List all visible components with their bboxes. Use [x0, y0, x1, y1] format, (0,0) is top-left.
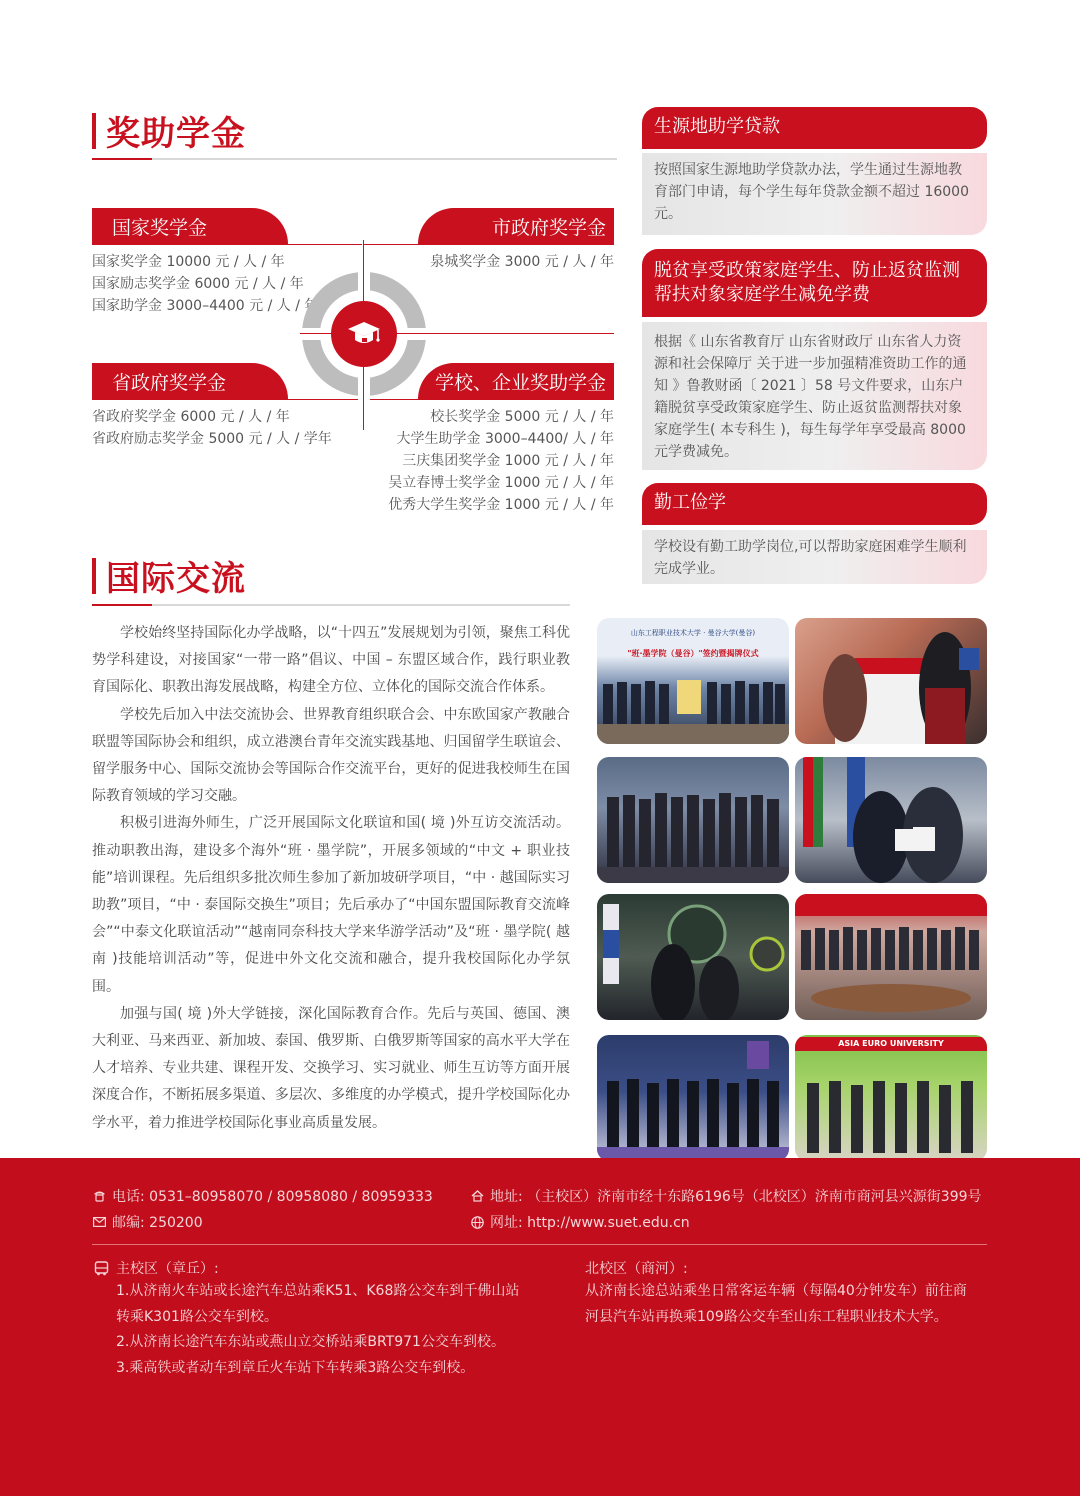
list-item: 三庆集团奖学金 1000 元 / 人 / 年 [402, 453, 614, 469]
photo-agreement-exchange [795, 757, 987, 883]
school-scholarship-list [364, 406, 614, 516]
tab-label: 学校、企业奖助学金 [434, 371, 606, 394]
north-campus-label: 北校区（商河）: [585, 1261, 688, 1277]
footer-postcode [92, 1212, 203, 1232]
tab-label: 市政府奖学金 [491, 216, 606, 239]
address-text: 地址: （主校区）济南市经十东路6196号（北校区）济南市商河县兴源街399号 [490, 1189, 982, 1205]
list-item: 省政府励志奖学金 5000 元 / 人 / 学年 [92, 431, 332, 447]
paragraph: 积极引进海外师生，广泛开展国际文化联谊和国( 境 )外互访交流活动。推动职教出海，建设多个海外“班 · 墨学院”，开展多领域的“中文 + 职业技能”培训课程。先后组织多批次师生参加了新加坡研学项目，“中 · 越国际实习助教”项目，“中 · 泰国际交换生”项目；先后承办了“中国东盟国际教育交流峰会”“中泰文化联谊活动”“越南同奈科技大学来华游学活动”及“班 · 墨学院( 越南 )技能培训活动”等，促进中外文化交流和融合，提升我校国际化办学氛围。 [92, 815, 570, 995]
list-item: 吴立春博士奖学金 1000 元 / 人 / 年 [388, 475, 614, 491]
tab-city-scholarship [418, 208, 614, 244]
paragraph: 加强与国( 境 )外大学链接，深化国际教育合作。先后与英国、德国、澳大利亚、马来西亚、新加坡、泰国、俄罗斯、白俄罗斯等国家的高水平大学在人才培养、专业共建、课程开发、交换学习、实习就业、师生互访等方面开展深度合作，不断拓展多渠道、多层次、多维度的办学模式，提升学校国际化办学水平，着力推进学校国际化事业高质量发展。 [92, 1005, 570, 1131]
route-line: 2.从济南长途汽车东站或燕山立交桥站乘BRT971公交车到校。 [116, 1334, 505, 1350]
tab-national-scholarship [92, 208, 288, 244]
panel-text: 按照国家生源地助学贷款办法，学生通过生源地教育部门申请，每个学生每年贷款金额不超过 16000 元。 [654, 162, 969, 222]
phone-text: 电话: 0531–80958070 / 80958080 / 80959333 [112, 1189, 433, 1205]
work-study-panel-header [642, 483, 987, 525]
bus-icon [92, 1261, 110, 1275]
national-scholarship-list [92, 251, 318, 317]
panel-title: 脱贫享受政策家庭学生、防止返贫监测帮扶对象家庭学生减免学费 [654, 260, 960, 305]
tab-rule [364, 399, 614, 400]
main-campus-title [92, 1258, 219, 1278]
photo-caption: "班·墨学院（曼谷）"签约暨揭牌仪式 [627, 649, 759, 658]
loan-panel-header [642, 107, 987, 149]
poverty-panel-body [642, 322, 987, 470]
route-line: 1.从济南火车站或长途汽车总站乘K51、K68路公交车到千佛山站 [116, 1283, 520, 1299]
globe-icon [470, 1215, 484, 1229]
photo-banner-text: ASIA EURO UNIVERSITY [795, 1037, 987, 1051]
scholarship-section-title [92, 106, 246, 155]
tab-label: 国家奖学金 [112, 216, 208, 239]
mail-icon [92, 1215, 106, 1229]
website-link[interactable]: 网址: http://www.suet.edu.cn [490, 1215, 690, 1231]
list-item: 国家助学金 3000–4400 元 / 人 / 年 [92, 298, 319, 314]
tab-label: 省政府奖学金 [112, 371, 227, 394]
footer-phone [92, 1186, 433, 1206]
international-body [92, 620, 570, 1137]
international-title-text: 国际交流 [106, 559, 246, 599]
route-line: 转乘K301路公交车到校。 [116, 1308, 278, 1325]
panel-title: 生源地助学贷款 [654, 116, 780, 137]
panel-text: 根据《 山东省教育厅 山东省财政厅 山东省人力资源和社会保障厅 关于进一步加强精准资助工作的通知 》鲁教财函〔 2021 〕58 号文件要求，山东户籍脱贫享受政策家庭学生、防止返贫监测帮扶对象家庭学生( 本专科生 )，每生每学年享受最高 8000 元学费减免。 [654, 334, 967, 460]
footer-divider [92, 1244, 987, 1245]
footer [0, 1158, 1080, 1496]
city-scholarship-list [364, 251, 614, 273]
list-item: 泉城奖学金 3000 元 / 人 / 年 [430, 254, 614, 270]
tab-province-scholarship [92, 363, 288, 399]
international-section-title [92, 551, 246, 600]
footer-address [470, 1186, 982, 1206]
list-item: 优秀大学生奖学金 1000 元 / 人 / 年 [388, 497, 614, 513]
paragraph: 学校先后加入中法交流协会、世界教育组织联合会、中东欧国家产教融合联盟等国际协会和组织，成立港澳台青年交流实践基地、归国留学生联谊会、留学服务中心、国际交流协会等国际合作交流平台，更好的促进我校师生在国际教育领域的学习交融。 [92, 706, 570, 805]
tab-school-scholarship [418, 363, 614, 399]
panel-text: 学校设有勤工助学岗位,可以帮助家庭困难学生顺利完成学业。 [654, 539, 967, 577]
main-campus-routes [116, 1279, 519, 1381]
list-item: 大学生助学金 3000–4400/ 人 / 年 [396, 431, 614, 447]
title-bar [92, 558, 96, 594]
paragraph: 学校始终坚持国际化办学战略，以“十四五”发展规划为引领，聚焦工科优势学科建设，对接国家“一带一路”倡议、中国 – 东盟区域合作，践行职业教育国际化、职教出海发展战略，构建全方位、立体化的国际交流合作体系。 [92, 625, 570, 696]
list-item: 国家励志奖学金 6000 元 / 人 / 年 [92, 276, 304, 292]
list-item: 省政府奖学金 6000 元 / 人 / 年 [92, 409, 290, 425]
scholarship-title-text: 奖助学金 [106, 114, 246, 154]
loan-panel-body [642, 153, 987, 235]
postcode-text: 邮编: 250200 [112, 1215, 203, 1231]
main-campus-label: 主校区（章丘）: [116, 1261, 219, 1277]
title-underline [92, 604, 570, 606]
list-item: 国家奖学金 10000 元 / 人 / 年 [92, 254, 285, 270]
route-line: 从济南长途总站乘坐日常客运车辆（每隔40分钟发车）前往商 [585, 1283, 967, 1299]
title-bar [92, 113, 96, 149]
tab-rule [364, 244, 614, 245]
route-line: 河县汽车站再换乘109路公交车至山东工程职业技术大学。 [585, 1308, 948, 1325]
tab-rule [92, 244, 362, 245]
home-icon [470, 1189, 484, 1203]
photo-meeting-room [795, 894, 987, 1020]
province-scholarship-list [92, 406, 332, 450]
poverty-panel-header [642, 249, 987, 317]
work-study-panel-body [642, 530, 987, 584]
photo-plaque-unveiling [795, 618, 987, 744]
photo-asia-euro-university [795, 1035, 987, 1161]
photo-award-presentation [597, 894, 789, 1020]
route-line: 3.乘高铁或者动车到章丘火车站下车转乘3路公交车到校。 [116, 1359, 475, 1376]
footer-website[interactable] [470, 1212, 690, 1232]
graduation-cap-icon [331, 301, 397, 367]
title-underline [92, 158, 617, 160]
north-campus-routes [585, 1279, 967, 1330]
panel-title: 勤工俭学 [654, 492, 726, 513]
tab-rule [92, 399, 362, 400]
list-item: 校长奖学金 5000 元 / 人 / 年 [430, 409, 614, 425]
photo-caption: 山东工程职业技术大学 · 曼谷大学(曼谷) [630, 629, 756, 637]
photo-university-visit [597, 1035, 789, 1161]
north-campus-title [585, 1258, 688, 1278]
phone-icon [92, 1189, 106, 1203]
photo-signing-ceremony [597, 618, 789, 744]
photo-group-delegation [597, 757, 789, 883]
